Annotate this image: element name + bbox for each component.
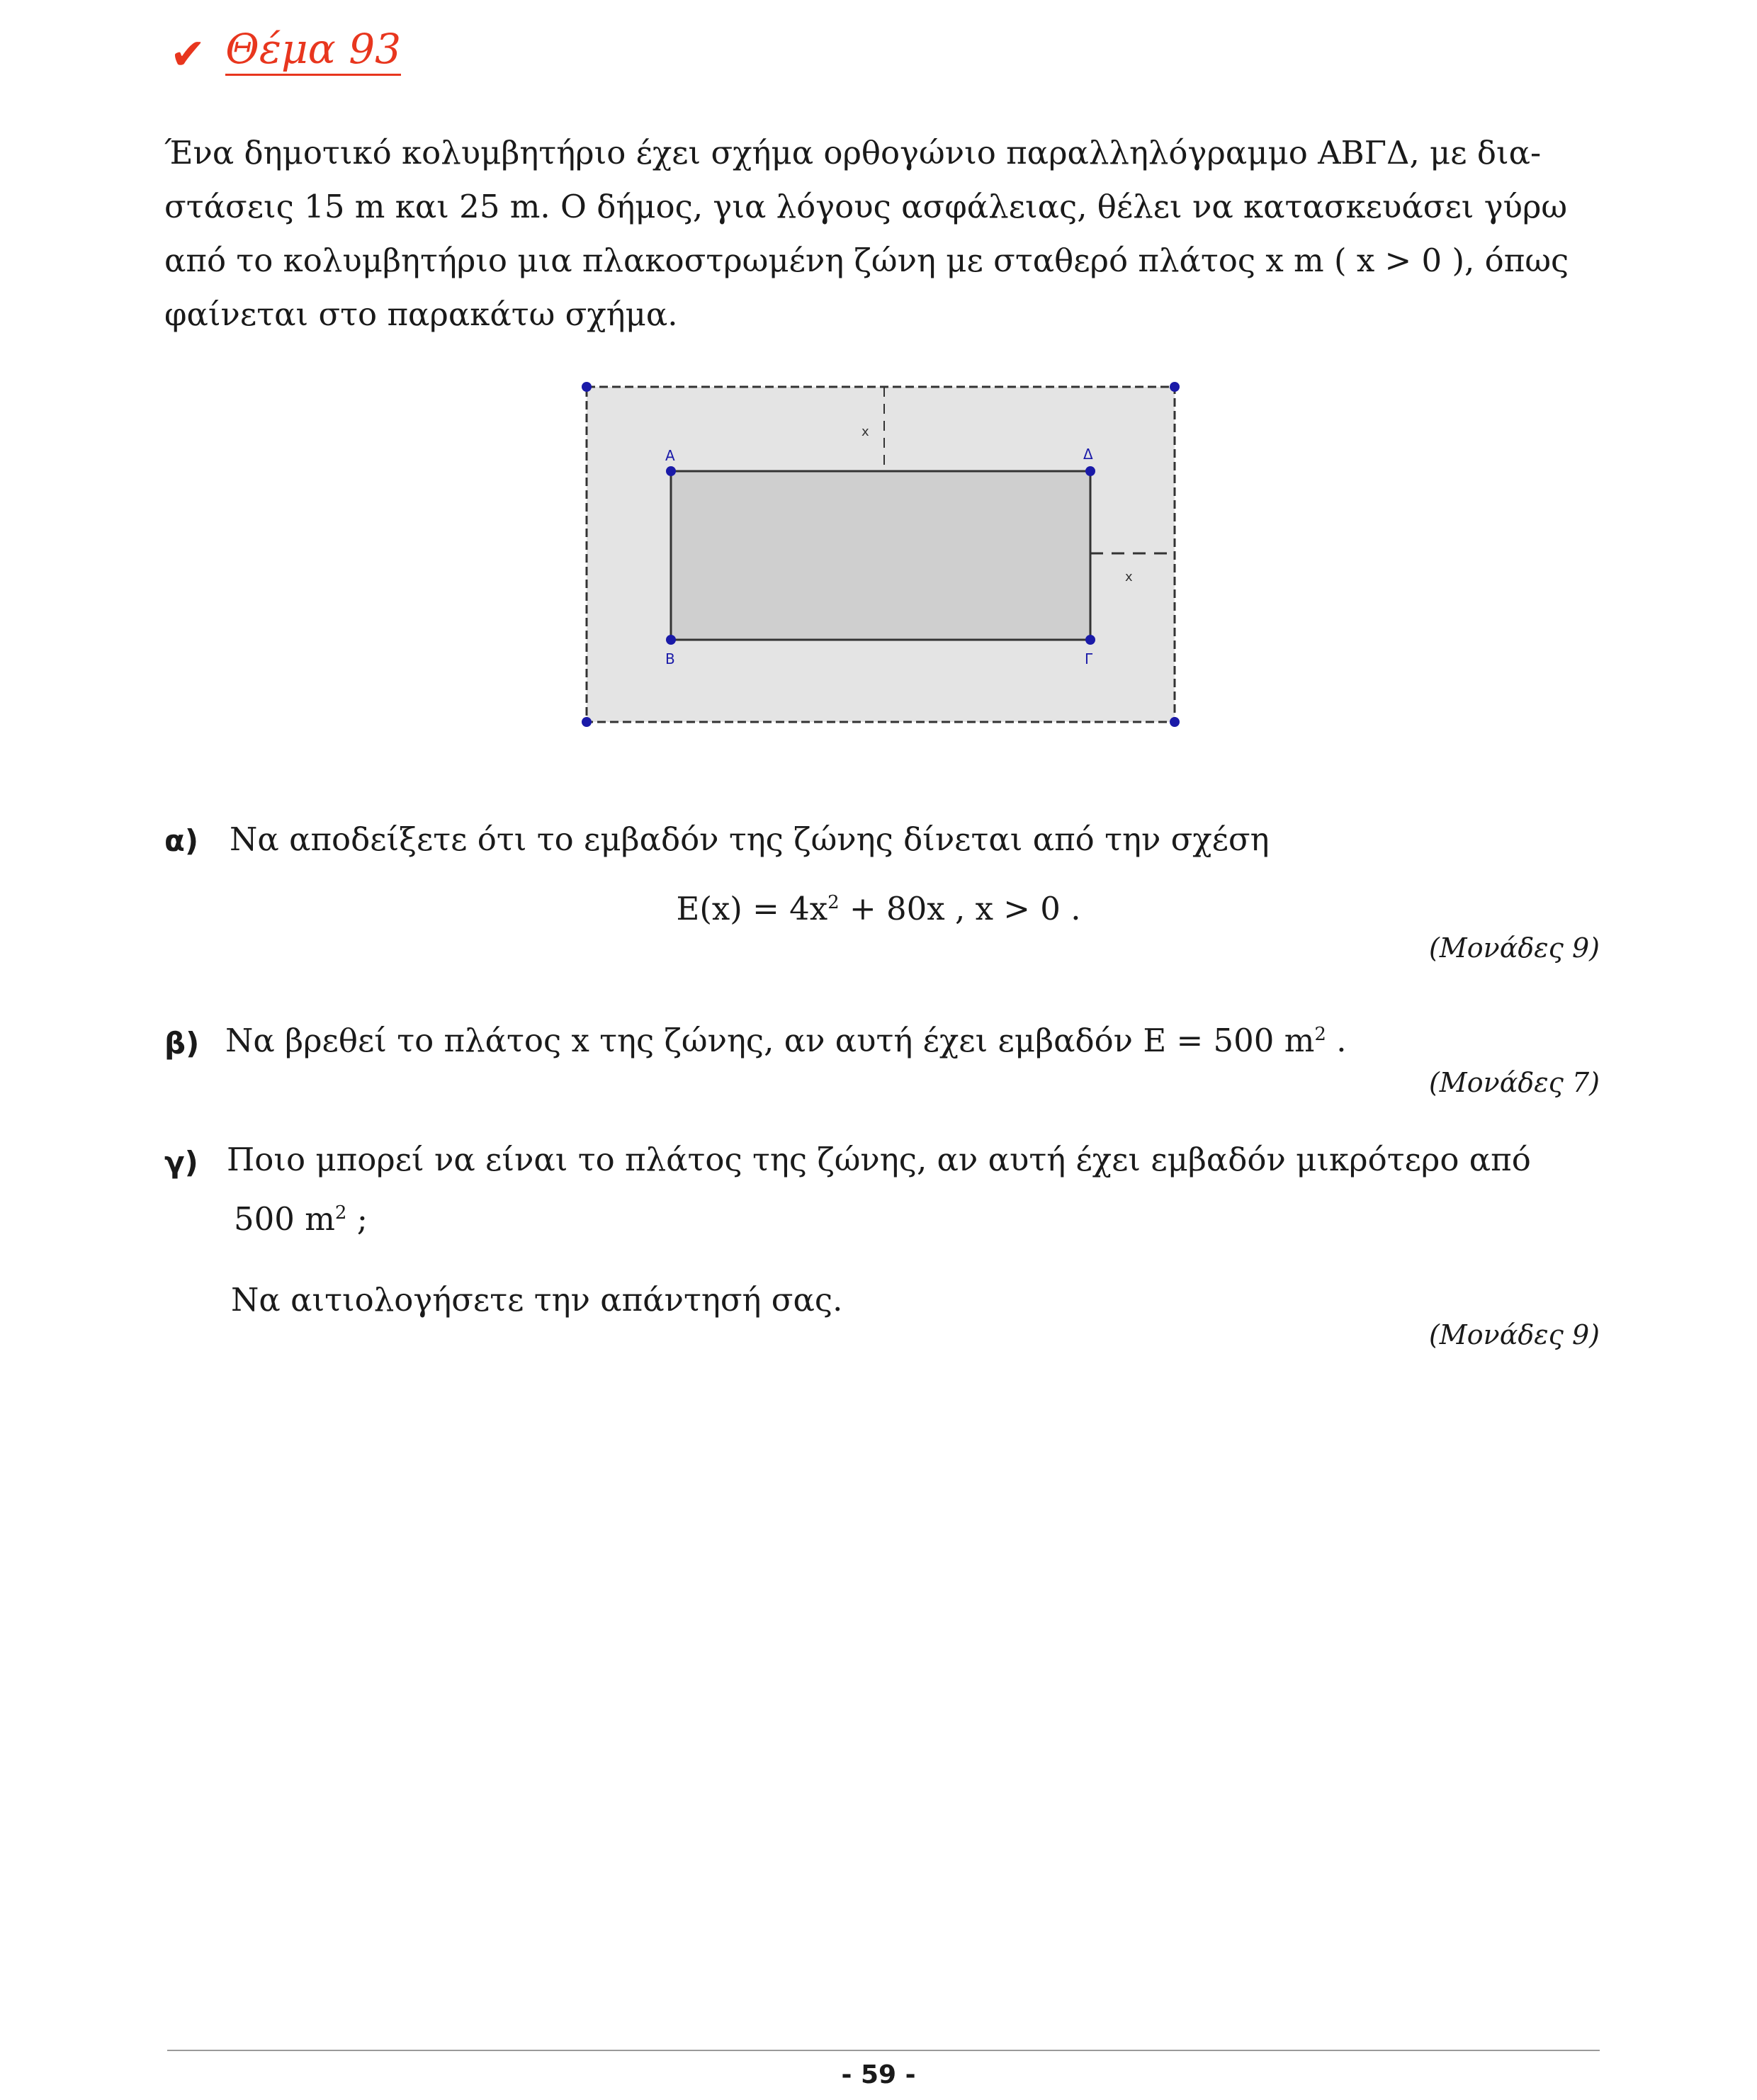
question-b-exponent: 2 [1314,1024,1326,1045]
question-c-value: 500 m [234,1200,335,1238]
question-b-text [225,1022,1347,1059]
question-c-line1: Ποιο μπορεί να είναι το πλάτος της ζώνης, αν αυτή έχει εμβαδόν μικρότερο από [227,1141,1531,1178]
intro-line: φαίνεται στο παρακάτω σχήμα. [164,295,678,333]
footer-divider [167,2050,1600,2051]
question-b-text-end: . [1326,1022,1347,1059]
pool-figure [567,376,1204,744]
topic-title: Θέμα 93 [225,28,401,76]
question-c-question-mark: ; [346,1200,368,1238]
vertex-label-b: Β [665,650,675,667]
page-number: - 59 - [841,2060,916,2089]
x-label-right: x [1125,570,1133,585]
question-a-points: (Μονάδες 9) [1428,932,1600,964]
question-c-line2 [234,1200,368,1238]
check-icon: ✔ [170,30,206,79]
question-c-points: (Μονάδες 9) [1428,1319,1600,1350]
vertex-point-g [1085,635,1095,645]
outer-corner-point [582,382,592,392]
section-header [170,25,402,79]
problem-statement [164,126,1603,341]
formula-exponent: 2 [827,892,840,913]
question-b-label: β) [164,1026,200,1061]
formula-base: E(x) = 4x [676,890,828,927]
question-c-line3: Να αιτιολογήσετε την απάντησή σας. [231,1281,843,1319]
vertex-label-a: Α [665,447,675,464]
vertex-point-d [1085,466,1095,476]
vertex-label-g: Γ [1085,650,1093,667]
outer-corner-point [582,717,592,727]
outer-corner-point [1170,382,1180,392]
area-formula [0,890,1757,927]
vertex-point-b [666,635,676,645]
question-a-label: α) [164,823,199,858]
question-c-label: γ) [164,1145,198,1180]
question-a-text: Να αποδείξετε ότι το εμβαδόν της ζώνης δίνεται από την σχέση [230,820,1270,858]
intro-line: στάσεις 15 m και 25 m. Ο δήμος, για λόγους ασφάλειας, θέλει να κατασκευάσει γύρω [164,188,1568,225]
question-c-exponent: 2 [334,1202,347,1224]
x-label-top: x [861,424,869,439]
intro-line: από το κολυμβητήριο μια πλακοστρωμένη ζώνη με σταθερό πλάτος x m ( x > 0 ), όπως [164,242,1569,279]
outer-corner-point [1170,717,1180,727]
pool-diagram [567,376,1204,744]
vertex-label-d: Δ [1083,446,1093,463]
question-b-points: (Μονάδες 7) [1428,1067,1600,1098]
pool-rectangle [671,471,1090,640]
question-b-text-main: Να βρεθεί το πλάτος x της ζώνης, αν αυτή έχει εμβαδόν E = 500 m [225,1022,1315,1059]
formula-rest: + 80x , x > 0 . [839,890,1081,927]
intro-line: Ένα δημοτικό κολυμβητήριο έχει σχήμα ορθογώνιο παραλληλόγραμμο ΑΒΓΔ, με δια- [164,134,1542,171]
vertex-point-a [666,466,676,476]
